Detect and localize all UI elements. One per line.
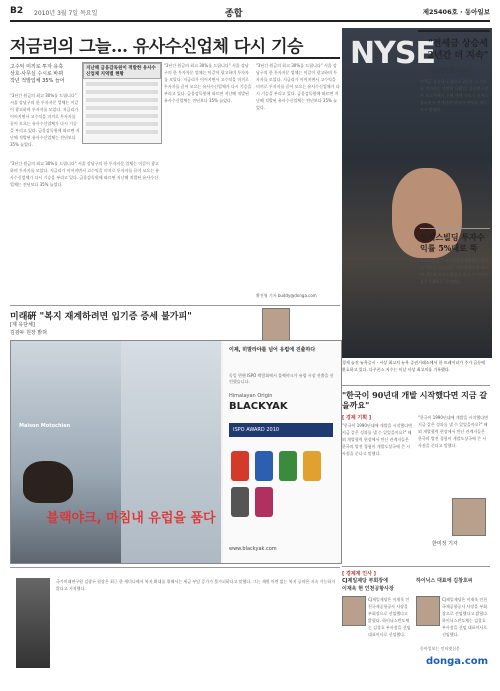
page-number: B2 <box>10 6 24 16</box>
main-headline: 저금리의 그늘… 유사수신업체 다시 기승 <box>10 37 303 57</box>
person2-body: CJ제일제당은 이재욱 인천국제공항공사 사장을 부회장으로 선임했다고 밝혔다. 하이닉스반도체는 김창호 부사장을 신임 대표이사로 선임했다. <box>442 597 489 637</box>
ad-right-panel <box>223 341 341 563</box>
ad-web-link[interactable]: www.blackyak.com <box>229 546 277 552</box>
jacket-image-red <box>231 451 249 481</box>
main-subheads <box>10 64 80 85</box>
donga-logo[interactable]: donga.com <box>426 656 489 667</box>
career-header: [ 경제계 인사 ] <box>342 571 376 577</box>
ad-right-caption: 독일 뮌헨 ISPO 박람회에서 블랙야크가 유럽 시장 진출을 선언했습니다. <box>229 373 334 384</box>
ad-brand: BLACKYAK <box>229 401 288 412</box>
person1-title: CJ제일제당 부회장에 <box>342 578 388 584</box>
jacket-image-yellow <box>303 451 321 481</box>
date-line: 2010년 3월 7일 목요일 <box>34 10 98 17</box>
person1-body: CJ제일제당은 이재욱 인천국제공항공사 사장을 부회장으로 선임했다고 밝혔다. 하이닉스반도체는 김창호 부사장을 신임 대표이사로 선임했다. <box>368 597 411 637</box>
divider <box>10 305 340 306</box>
columnist-photo <box>452 498 486 536</box>
subhead-2: 상호·사무실 수시로 바꿔 <box>10 71 64 77</box>
divider <box>342 566 490 567</box>
ad-headline: 이제, 히말라야를 넘어 유럽에 진출하다 <box>229 347 316 353</box>
page-header <box>10 6 490 22</box>
section-name: 종합 <box>225 9 243 19</box>
bottom-headline: "한국이 90년대 개발 시작했다면 지금 갈을까요" <box>342 390 488 410</box>
right-body-2: 오피스빌딩 투자수익률이 5%대로 떨어진 것으로 나타났다. 국토해양부에 따르면 지난해 오피스빌딩의 연간 투자수익률은 5.8%로 집계됐다. <box>420 258 489 284</box>
person1-name: 이재욱 현 인천공항사장 <box>342 586 394 592</box>
person2-title: 하이닉스 대표에 김창호씨 <box>416 578 473 584</box>
divider <box>420 228 490 229</box>
bottom-body-1: "한국이 1990년대에 개발을 시작했다면 지금 같은 성과를 낼 수 있었을까요?" 해외 개발협력 현장에서 만난 관계자들은 한국의 발전 경험이 개발도상국에 큰 시사점을 준다고 말했다. <box>342 423 412 456</box>
nyse-logo: NYSE <box>350 36 435 71</box>
stats-box-title: 지난해 금융감독원이 적발한 유사수신업체 지역별 현황 <box>83 63 161 79</box>
logo-sub: 동아일보는 인터넷신문 <box>420 646 460 651</box>
ad-brand-tag: Himalayan Origin <box>229 393 273 399</box>
jacket-image-pink <box>255 487 273 517</box>
stats-table <box>86 82 158 137</box>
interview-headline: 미래硏 "복지 재계하려면 입기증 증세 불가피" <box>10 312 192 322</box>
ad-building-image <box>11 341 121 563</box>
main-article-body-2: "3년간 원금의 최고 30%를 드립니다" 서울 강남구의 한 투자자문 업체는 이같이 광고하며 투자자를 모았다. 저금리가 이어지면서 고수익을 미끼로 투자자를 끌어 모으는 유사수신업체가 다시 기승을 부리고 있다. 금융감독원에 따르면 지난해 적발된 유사수신업체는 전년보다 35% 늘었다. <box>10 161 160 187</box>
interview-name: 김광두 원장 밝혀 <box>10 330 47 336</box>
yak-image <box>23 461 73 503</box>
ad-event-banner: ISPO AWARD 2010 <box>229 423 333 437</box>
main-article-body-4: "3년간 원금의 최고 30%를 드립니다" 서울 강남구의 한 투자자문 업체는 이같이 광고하며 투자자를 모았다. 저금리가 이어지면서 고수익을 미끼로 투자자를 끌어 모으는 유사수신업체가 다시 기승을 부리고 있다. 금융감독원에 따르면 지난해 적발된 유사수신업체는 전년보다 35% 늘었다. <box>256 63 340 110</box>
bottom-byline: 한미정 기자 <box>432 541 458 547</box>
subhead-3: 작년 적발업체 35% 늘어 <box>10 78 65 84</box>
nyse-caption: 경제 늘진 뉴욕증시 - 시상 최고치 뉴욕 증권거래소에서 한 트레이더가 주가 급등에 환호하고 있다. 다우존스 지수는 이날 사상 최고치를 기록했다. <box>342 360 485 372</box>
right-body-1: 전세금 상승세가 앞으로 2년간 더 지속될 것이라는 전망이 나왔다. 금융연구원은 보고서에서 주택 매매 수요가 전세로 몰리면서 전세가격 상승이 이어질 것이라고 밝혔다. <box>420 79 489 112</box>
bottom-ad-image <box>16 578 50 668</box>
right-rule <box>418 30 490 32</box>
publisher-name: 제25406호 · 동아일보 <box>422 8 490 16</box>
divider <box>342 385 490 386</box>
person1-photo <box>342 596 366 626</box>
jacket-image-blue <box>255 451 273 481</box>
stats-box <box>82 62 162 144</box>
main-article-body-1: "3년간 원금의 최고 30%를 드립니다" 서울 강남구의 한 투자자문 업체는 이같이 광고하며 투자자를 모았다. 저금리가 이어지면서 고수익을 미끼로 투자자를 끌어 모으는 유사수신업체가 다시 기승을 부리고 있다. 금융감독원에 따르면 지난해 적발된 유사수신업체는 전년보다 35% 늘었다. <box>10 93 80 147</box>
blackyak-ad[interactable] <box>10 340 342 564</box>
right-headline-1: "전세금 상승세 2년간 더 지속" <box>427 39 489 61</box>
jacket-image-green <box>279 451 297 481</box>
right-headline-2: 오피스빌딩 투자수익률 5%대로 뚝 <box>420 232 485 253</box>
bottom-ad-text: 국가미래연구원 김광두 원장은 최근 한 세미나에서 복지 확대를 위해서는 세금 부담 증가가 불가피하다고 말했다. 그는 재원 마련 없는 복지 공약은 지속 가능하지 않다고 지적했다. <box>56 579 336 591</box>
bottom-col-header: [ 경제 기획 ] <box>342 415 372 421</box>
subhead-1: 고수익 미끼로 투자 유혹 <box>10 64 64 70</box>
interview-photo <box>262 308 290 342</box>
bottom-ad-strip <box>10 567 340 686</box>
ad-caption: Maison Motochien <box>19 423 71 429</box>
bottom-body-2: "한국이 1990년대에 개발을 시작했다면 지금 같은 성과를 낼 수 있었을까요?" 해외 개발협력 현장에서 만난 관계자들은 한국의 발전 경험이 개발도상국에 큰 시사점을 준다고 말했다. <box>418 415 488 448</box>
right-sub-1: 금융연구원 보고서 <box>430 68 471 74</box>
ad-building-image-2 <box>121 341 221 563</box>
main-article-body-3: "3년간 원금의 최고 30%를 드립니다" 서울 강남구의 한 투자자문 업체는 이같이 광고하며 투자자를 모았다. 저금리가 이어지면서 고수익을 미끼로 투자자를 끌어 모으는 유사수신업체가 다시 기승을 부리고 있다. 금융감독원에 따르면 지난해 적발된 유사수신업체는 전년보다 35% 늘었다. <box>164 63 252 103</box>
ad-title: 블랙야크, 마침내 유럽을 품다 <box>46 511 216 526</box>
interview-tag: [제 유단체] <box>10 322 35 328</box>
person2-photo <box>416 596 440 626</box>
headline-rule <box>10 57 340 59</box>
jacket-image-gray <box>231 487 249 517</box>
main-byline: 황진영 기자 buddy@donga.com <box>256 293 317 298</box>
